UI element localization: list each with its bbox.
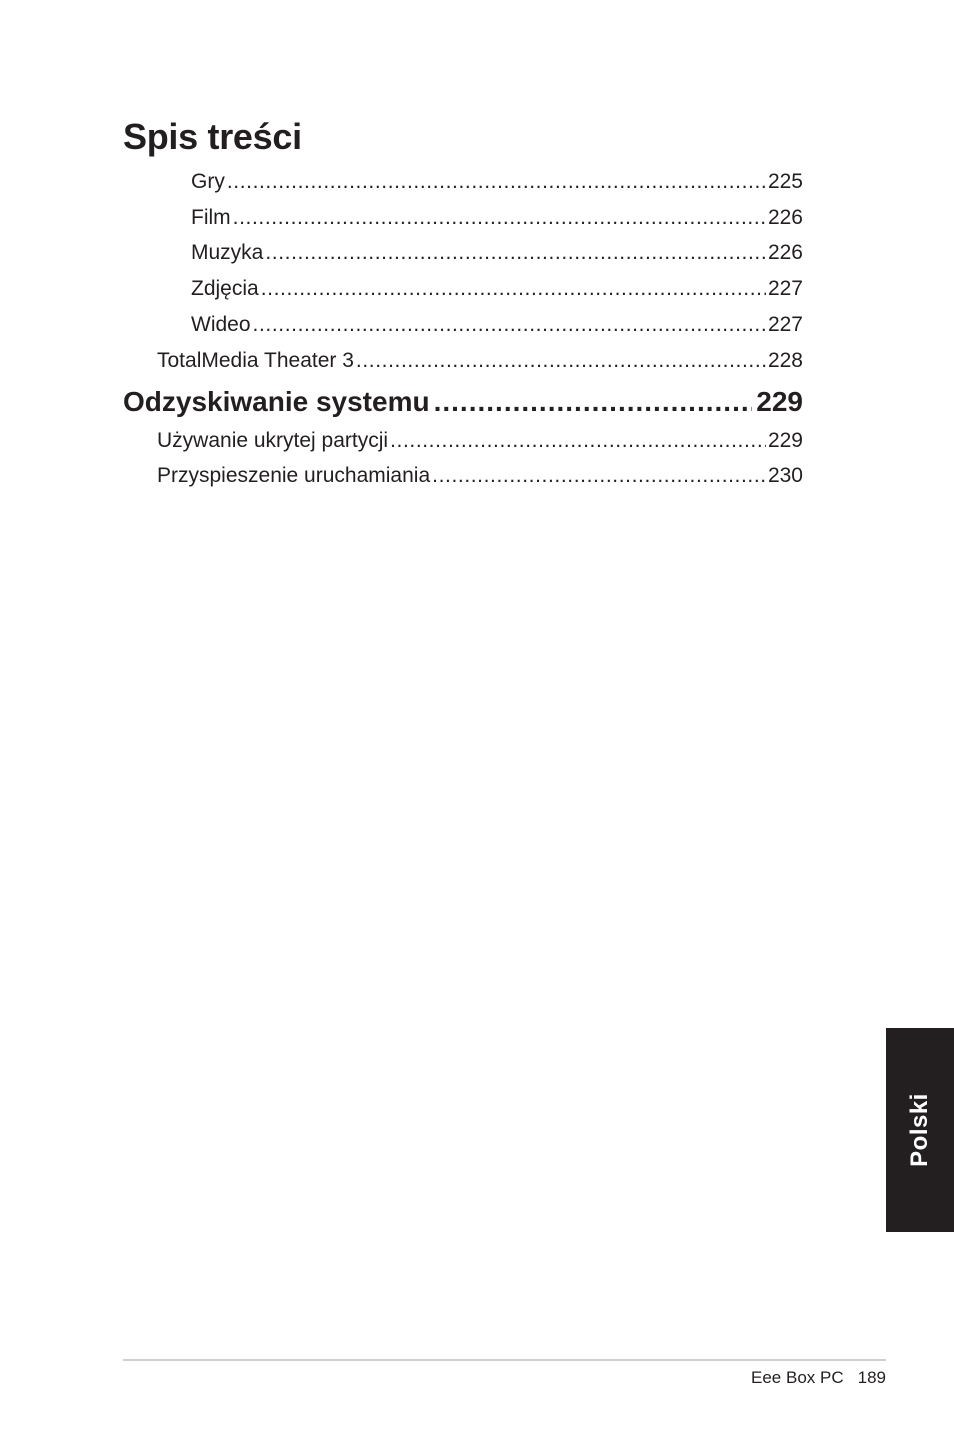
footer-rule [123, 1359, 886, 1361]
toc-entry-wideo[interactable] [191, 312, 803, 338]
toc-entry-label: Muzyka [191, 241, 264, 264]
toc-entry-muzyka[interactable] [191, 240, 803, 266]
footer-book-name: Eee Box PC [751, 1368, 844, 1387]
toc-entry-label: Film [191, 206, 231, 229]
toc-entry-label: Wideo [191, 313, 251, 336]
footer [751, 1368, 886, 1388]
toc-entry-label: Gry [191, 170, 225, 193]
toc-entry-page: 230 [767, 464, 803, 487]
toc-entry-label: Używanie ukrytej partycji [157, 429, 389, 452]
dot-leader [390, 428, 766, 454]
dot-leader [434, 386, 753, 418]
toc-section-odzyskiwanie-systemu[interactable] [123, 386, 803, 418]
dot-leader [265, 240, 766, 266]
toc-section-label: Odzyskiwanie systemu [123, 386, 430, 417]
dot-leader [227, 169, 766, 195]
dot-leader [261, 276, 766, 302]
toc-entry-przyspieszenie[interactable] [157, 463, 803, 489]
toc-entry-page: 226 [767, 241, 803, 264]
toc-entry-page: 228 [767, 349, 803, 372]
footer-page-number: 189 [857, 1368, 886, 1387]
toc-entry-zdjecia[interactable] [191, 276, 803, 302]
dot-leader [233, 205, 766, 231]
toc-section-page: 229 [756, 386, 803, 417]
toc-entry-page: 229 [767, 429, 803, 452]
dot-leader [253, 312, 766, 338]
dot-leader [356, 348, 766, 374]
language-tab-label: Polski [906, 1093, 933, 1167]
dot-leader [432, 463, 766, 489]
toc-entry-ukryta-partycja[interactable] [157, 428, 803, 454]
toc-entry-page: 225 [767, 170, 803, 193]
toc-entry-page: 227 [767, 277, 803, 300]
language-tab [886, 1028, 954, 1232]
toc-entry-label: Przyspieszenie uruchamiania [157, 464, 431, 487]
toc-entry-label: TotalMedia Theater 3 [157, 349, 354, 372]
toc-entry-totalmedia-theater[interactable] [157, 348, 803, 374]
toc-entry-page: 226 [767, 206, 803, 229]
toc-entry-gry[interactable] [191, 169, 803, 195]
page-title: Spis treści [123, 116, 302, 157]
toc-entry-page: 227 [767, 313, 803, 336]
toc-entry-film[interactable] [191, 205, 803, 231]
toc-entry-label: Zdjęcia [191, 277, 259, 300]
